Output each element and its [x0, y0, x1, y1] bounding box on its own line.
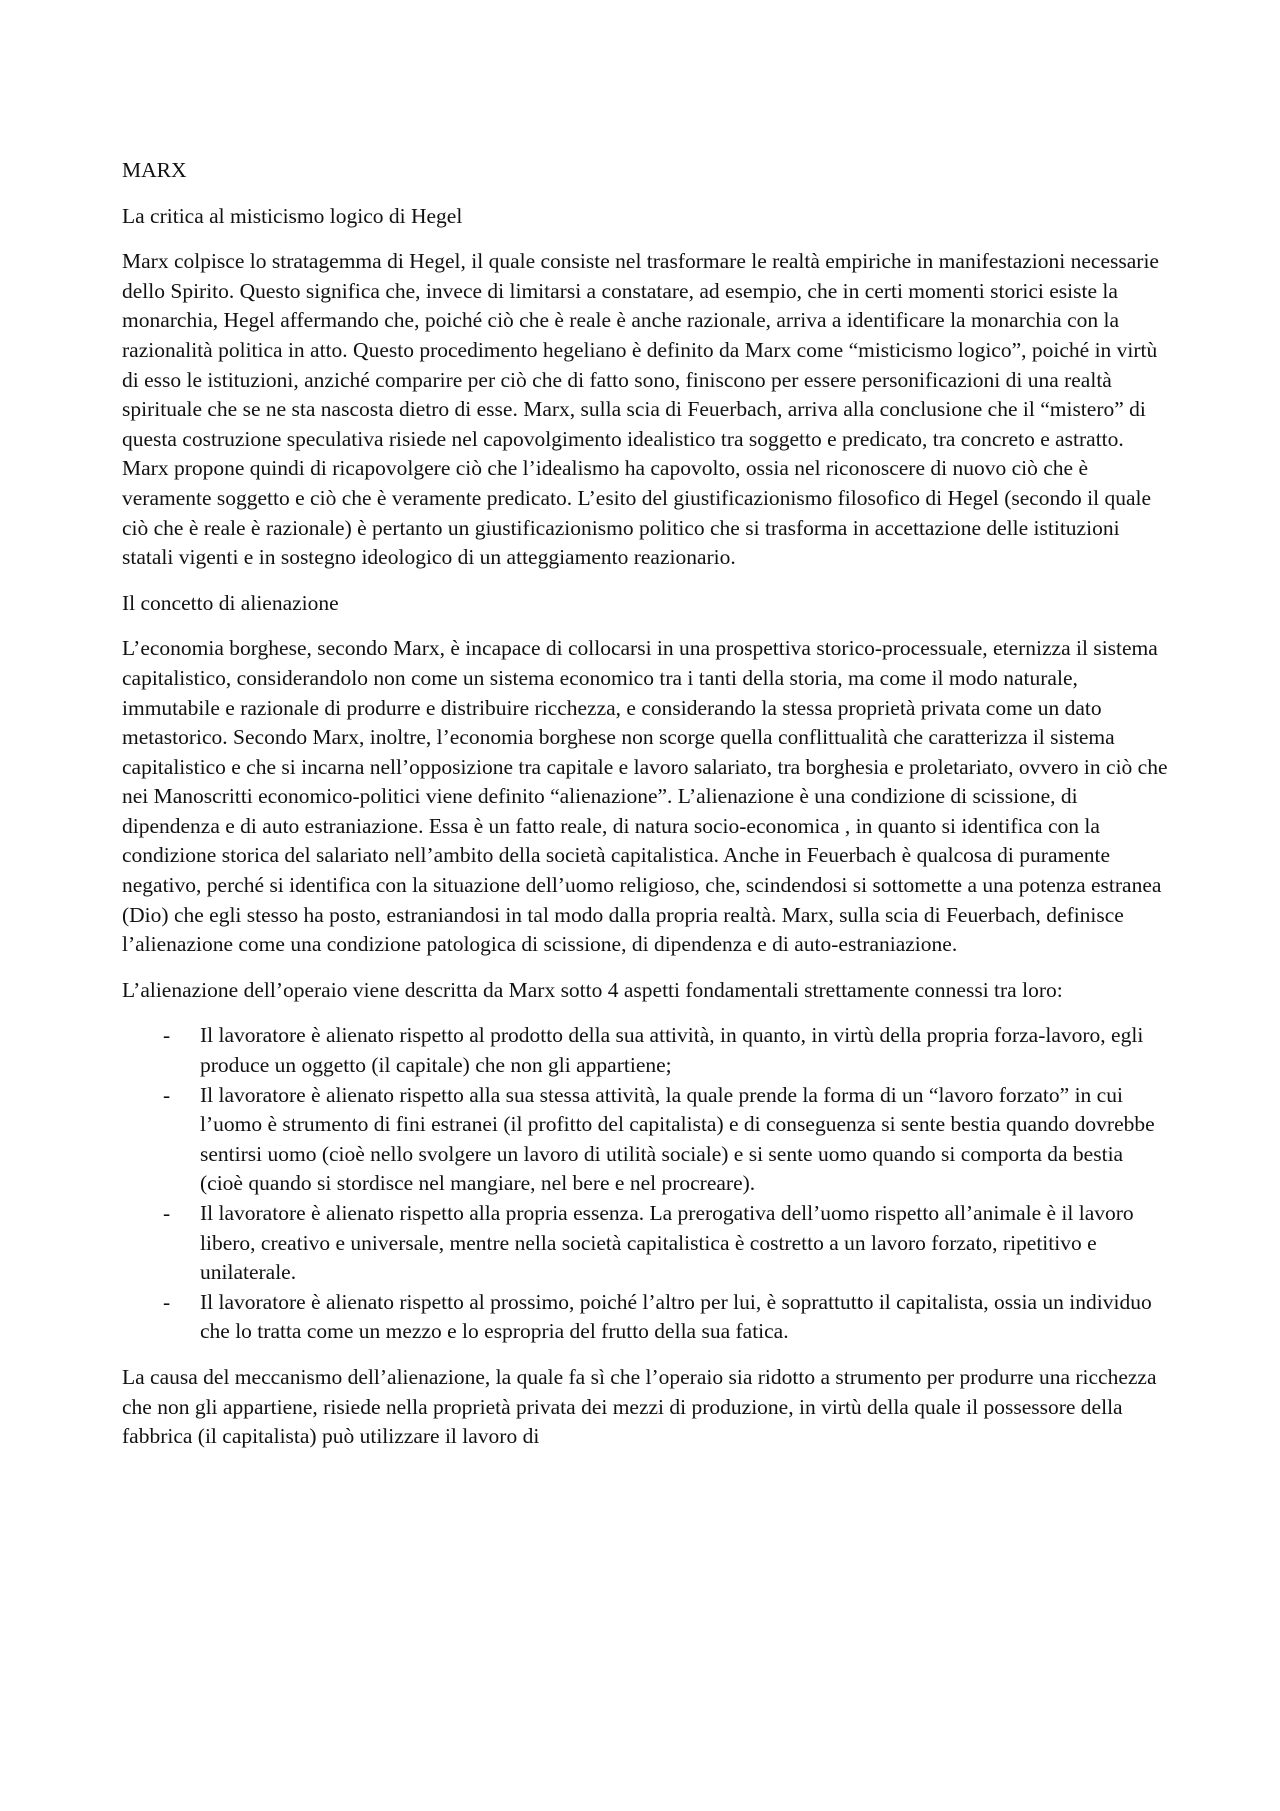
section-heading-alienazione: Il concetto di alienazione — [122, 590, 339, 615]
section-heading-hegel: La critica al misticismo logico di Hegel — [122, 203, 463, 228]
dash-bullet: - — [163, 1082, 171, 1107]
paragraph-aspetti-intro: L’alienazione dell’operaio viene descritta da Marx sotto 4 aspetti fondamentali strettamente connessi tra loro: — [122, 977, 1063, 1002]
list-item-text: Il lavoratore è alienato rispetto al prodotto della sua attività, in quanto, in virtù della propria forza-lavoro, egli produce un oggetto (il capitale) che non gli appartiene; — [200, 1023, 1144, 1078]
aspects-list — [122, 1021, 1170, 1347]
paragraph-economia-borghese: L’economia borghese, secondo Marx, è incapace di collocarsi in una prospettiva storico-processuale, eternizza il sistema capitalistico, considerandolo non come un sistema economico tra i tanti della storia, ma come il modo naturale, immutabile e razionale di produrre e distribuire ricchezza, e considerando la stessa proprietà privata come un dato metastorico. Secondo Marx, inoltre, l’economia borghese non scorge quella conflittualità che caratterizza il sistema capitalistico e che si incarna nell’opposizione tra capitale e lavoro salariato, tra borghesia e proletariato, ovvero in ciò che nei Manoscritti economico-politici viene definito “alienazione”. L’alienazione è una condizione di scissione, di dipendenza e di auto estraniazione. Essa è un fatto reale, di natura socio-economica , in quanto si identifica con la condizione storica del salariato nell’ambito della società capitalistica. Anche in Feuerbach è qualcosa di puramente negativo, perché si identifica con la situazione dell’uomo religioso, che, scindendosi si sottomette a una potenza estranea (Dio) che egli stesso ha posto, estraniandosi in tal modo dalla propria realtà. Marx, sulla scia di Feuerbach, definisce l’alienazione come una condizione patologica di scissione, di dipendenza e di auto-estraniazione. — [122, 636, 1168, 957]
dash-bullet: - — [163, 1023, 171, 1048]
document-body — [122, 156, 1170, 1468]
list-item — [122, 1288, 1170, 1347]
list-item-text: Il lavoratore è alienato rispetto al prossimo, poiché l’altro per lui, è soprattutto il capitalista, ossia un individuo che lo tratta come un mezzo e lo espropria del frutto della sua fatica. — [200, 1289, 1152, 1344]
list-item-text: Il lavoratore è alienato rispetto alla propria essenza. La prerogativa dell’uomo rispetto all’animale è il lavoro libero, creativo e universale, mentre nella società capitalistica è costretto a un lavoro forzato, ripetitivo e unilaterale. — [200, 1201, 1134, 1285]
list-item — [122, 1199, 1170, 1288]
paragraph-causa-alienazione: La causa del meccanismo dell’alienazione, la quale fa sì che l’operaio sia ridotto a strumento per produrre una ricchezza che non gli appartiene, risiede nella proprietà privata dei mezzi di produzione, in virtù della quale il possessore della fabbrica (il capitalista) può utilizzare il lavoro di — [122, 1364, 1157, 1449]
document-title: MARX — [122, 158, 187, 182]
paragraph-hegel: Marx colpisce lo stratagemma di Hegel, il quale consiste nel trasformare le realtà empiriche in manifestazioni necessarie dello Spirito. Questo significa che, invece di limitarsi a constatare, ad esempio, che in certi momenti storici esiste la monarchia, Hegel affermando che, poiché ciò che è reale è anche razionale, arriva a identificare la monarchia con la razionalità politica in atto. Questo procedimento hegeliano è definito da Marx come “misticismo logico”, poiché in virtù di esso le istituzioni, anziché comparire per ciò che di fatto sono, finiscono per essere personificazioni di una realtà spirituale che se ne sta nascosta dietro di esse. Marx, sulla scia di Feuerbach, arriva alla conclusione che il “mistero” di questa costruzione speculativa risiede nel capovolgimento idealistico tra soggetto e predicato, tra concreto e astratto. Marx propone quindi di ricapovolgere ciò che l’idealismo ha capovolto, ossia nel riconoscere di nuovo ciò che è veramente soggetto e ciò che è veramente predicato. L’esito del giustificazionismo filosofico di Hegel (secondo il quale ciò che è reale è razionale) è pertanto un giustificazionismo politico che si trasforma in accettazione delle istituzioni statali vigenti e in sostegno ideologico di un atteggiamento reazionario. — [122, 249, 1159, 570]
dash-bullet: - — [163, 1201, 171, 1225]
list-item — [122, 1081, 1170, 1199]
dash-bullet: - — [163, 1289, 171, 1314]
list-item — [122, 1021, 1170, 1080]
list-item-text: Il lavoratore è alienato rispetto alla sua stessa attività, la quale prende la forma di un “lavoro forzato” in cui l’uomo è strumento di fini estranei (il profitto del capitalista) e di conseguenza si sente bestia quando dovrebbe sentirsi uomo (cioè nello svolgere un lavoro di utilità sociale) e si sente uomo quando si comporta da bestia (cioè quando si stordisce nel mangiare, nel bere e nel procreare). — [200, 1082, 1155, 1196]
